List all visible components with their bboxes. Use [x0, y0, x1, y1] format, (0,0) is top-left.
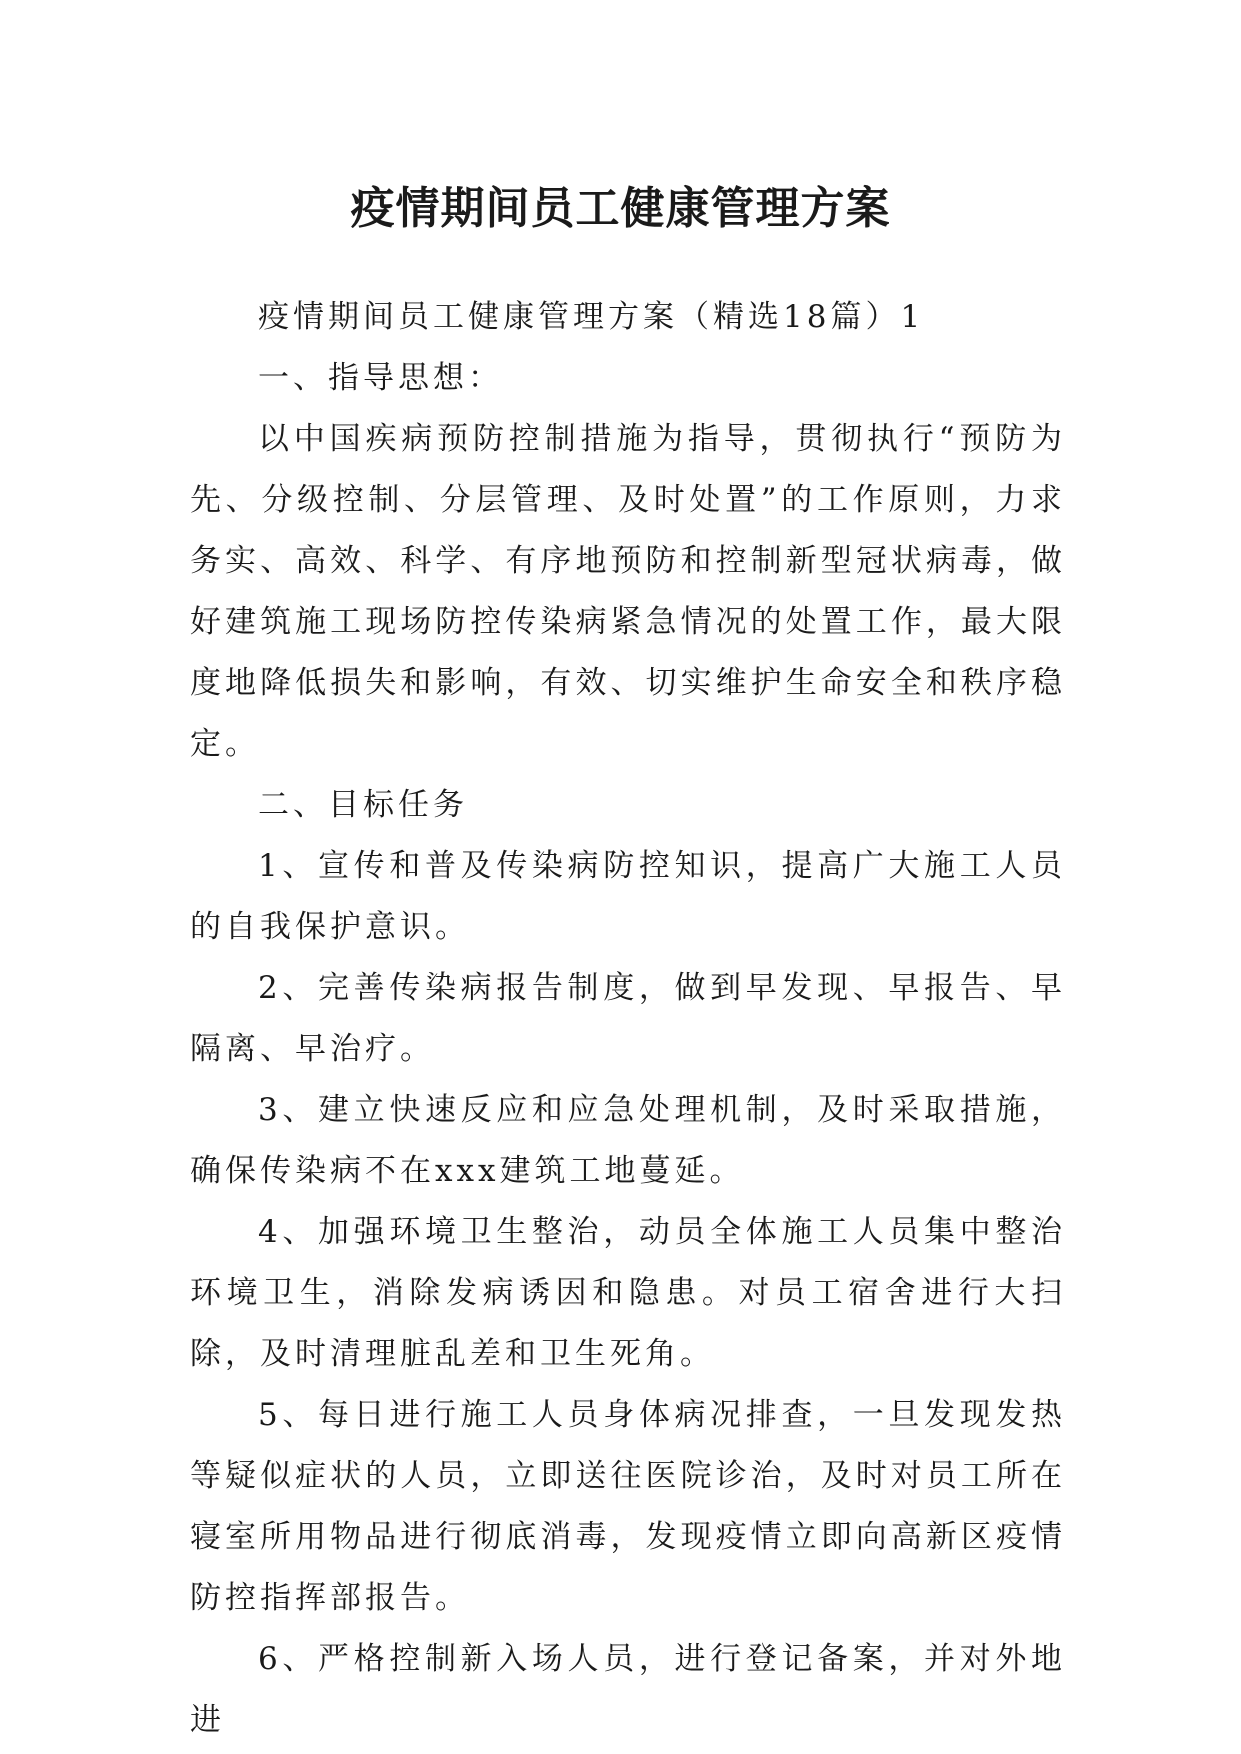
document-title: 疫情期间员工健康管理方案 [350, 183, 891, 235]
paragraph-guiding-thought: 以中国疾病预防控制措施为指导，贯彻执行“预防为先、分级控制、分层管理、及时处置”的工作原则，力求务实、高效、科学、有序地预防和控制新型冠状病毒，做好建筑施工现场防控传染病紧急情况的处置工作，最大限度地降低损失和影响，有效、切实维护生命安全和秩序稳定。 [190, 421, 1066, 762]
list-item-1: 1、宣传和普及传染病防控知识，提高广大施工人员的自我保护意识。 [190, 848, 1066, 945]
list-item-4: 4、加强环境卫生整治，动员全体施工人员集中整治环境卫生，消除发病诱因和隐患。对员工宿舍进行大扫除，及时清理脏乱差和卫生死角。 [190, 1214, 1066, 1372]
list-item-6: 6、严格控制新入场人员，进行登记备案，并对外地进 [190, 1641, 1066, 1738]
list-item-5: 5、每日进行施工人员身体病况排查，一旦发现发热等疑似症状的人员，立即送往医院诊治，及时对员工所在寝室所用物品进行彻底消毒，发现疫情立即向高新区疫情防控指挥部报告。 [190, 1397, 1066, 1616]
document-body [190, 287, 1066, 1751]
subtitle-line: 疫情期间员工健康管理方案（精选18篇）1 [258, 299, 925, 335]
section-heading-guiding-thought: 一、指导思想： [258, 360, 503, 396]
list-item-3: 3、建立快速反应和应急处理机制，及时采取措施，确保传染病不在xxx建筑工地蔓延。 [190, 1092, 1066, 1189]
section-heading-goals: 二、目标任务 [258, 787, 468, 823]
list-item-2: 2、完善传染病报告制度，做到早发现、早报告、早隔离、早治疗。 [190, 970, 1066, 1067]
